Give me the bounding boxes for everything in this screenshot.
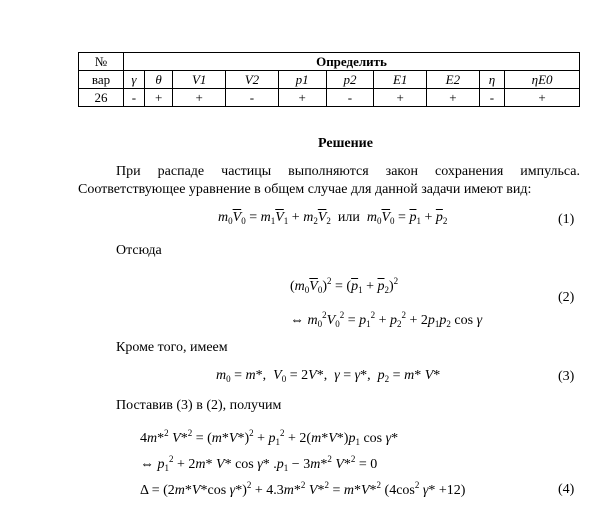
- table-cell: -: [479, 89, 504, 107]
- table-cell: +: [374, 89, 427, 107]
- column-header: η: [479, 71, 504, 89]
- equation-3: $m_0 = m*$, $V_0 = 2V*$, γ = γ*, $p_2 = m*$ V*: [216, 368, 441, 384]
- table-cell: +: [278, 89, 326, 107]
- equation-connector: или: [337, 210, 360, 225]
- equation-4c: Δ = (2m*V*cos γ*)$^2$ + 4.3m*$^2$ V*$^2$ = m*V*$^2$ ($4\cos^2$ γ* +12): [140, 480, 466, 498]
- table-cell: +: [427, 89, 480, 107]
- column-header: E1: [374, 71, 427, 89]
- column-header: γ: [124, 71, 145, 89]
- table-cell: +: [144, 89, 172, 107]
- equation-4b: ⇔ $p_1^2 + 2m*$ V* cos γ* $.p_1 - 3m*^2$ V*$^2$ = 0: [140, 454, 378, 473]
- paragraph-line: При распаде частицы выполняются закон сохранения импульса.: [116, 164, 580, 179]
- column-header: p1: [278, 71, 326, 89]
- determine-header: Определить: [124, 53, 580, 71]
- variant-number-header: №: [79, 53, 124, 71]
- equation-number: (4): [558, 482, 575, 497]
- equation-4a: 4m*$^2$ $V*^2 = (m*V*)^2 + p_1^2 + 2(m*V*)p_1$ cos γ*: [140, 428, 399, 447]
- table-cell: -: [124, 89, 145, 107]
- paragraph-line: Поставив (3) в (2), получим: [116, 398, 282, 413]
- column-header: θ: [144, 71, 172, 89]
- column-header: V2: [226, 71, 279, 89]
- paragraph-line: Отсюда: [116, 243, 162, 258]
- equation-2a: $(m_0\overline{V}_0)^2 = (\overline{p}_1 + \overline{p}_2)^2$: [290, 276, 399, 295]
- variant-label-header: вар: [79, 71, 124, 89]
- paragraph-line: Соответствующее уравнение в общем случае для данной задачи имеют вид:: [78, 182, 532, 197]
- equation-number: (2): [558, 290, 575, 305]
- column-header: E2: [427, 71, 480, 89]
- section-title: Решение: [318, 136, 373, 151]
- equation-1: $m_0\overline{V}_0 = m_1\overline{V}_1 + m_2\overline{V}_2$ или $m_0\overline{V}_0 = \overline{p}_1 + \overline{p}_2$: [218, 210, 448, 226]
- column-header: p2: [326, 71, 374, 89]
- table-cell: -: [326, 89, 374, 107]
- table-cell: -: [226, 89, 279, 107]
- table-cell: +: [173, 89, 226, 107]
- variant-table: [78, 52, 580, 107]
- equation-2b: ⇔ $m_0^2V_0^2 = p_1^2 + p_2^2 + 2p_1p_2$ cos γ: [290, 310, 483, 329]
- column-header: V1: [173, 71, 226, 89]
- equation-number: (3): [558, 369, 575, 384]
- paragraph-line: Кроме того, имеем: [116, 340, 228, 355]
- variant-number: 26: [79, 89, 124, 107]
- table-cell: +: [505, 89, 580, 107]
- column-header: ηE0: [505, 71, 580, 89]
- equation-number: (1): [558, 212, 575, 227]
